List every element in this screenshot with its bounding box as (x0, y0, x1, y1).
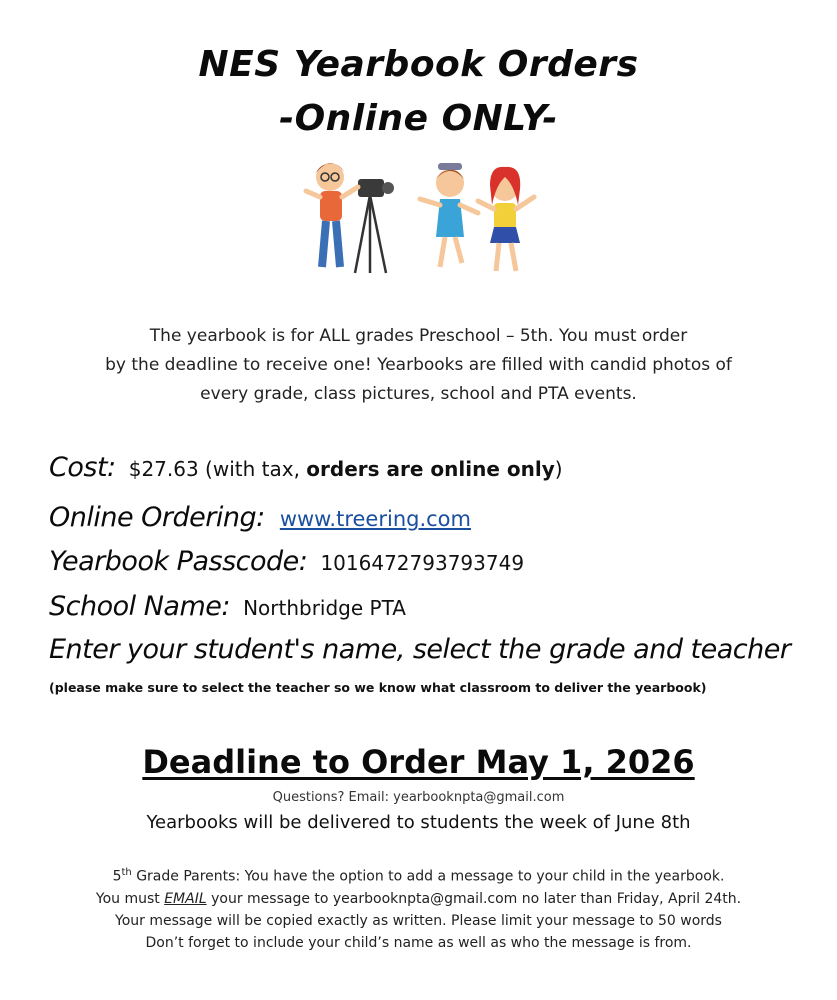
delivery-note: Yearbooks will be delivered to students the week of June 8th (146, 812, 691, 833)
cost-row (49, 452, 563, 483)
passcode-row (49, 546, 524, 577)
page-title: NES Yearbook Orders (198, 44, 639, 85)
school-name-label: School Name: (49, 591, 230, 622)
school-name-value: Northbridge PTA (243, 596, 406, 620)
intro-paragraph (40, 322, 797, 409)
boy-photographer-icon (306, 163, 358, 267)
intro-line: by the deadline to receive one! Yearbooks are filled with candid photos of (105, 355, 732, 375)
deadline-heading: Deadline to Order May 1, 2026 (142, 743, 695, 781)
cost-label: Cost: (49, 452, 116, 483)
online-ordering-label: Online Ordering: (49, 502, 265, 533)
camera-icon (358, 179, 384, 197)
passcode-label: Yearbook Passcode: (49, 546, 308, 577)
enter-instruction-row (49, 634, 790, 665)
fifth-grade-message (0, 862, 837, 954)
fifth-grade-line: Don’t forget to include your child’s name as well as who the message is from. (145, 934, 692, 951)
fifth-grade-line: Your message will be copied exactly as written. Please limit your message to 50 words (115, 912, 722, 929)
fifth-grade-line: You must EMAIL your message to yearbooknpta@gmail.com no later than Friday, April 24th. (95, 890, 742, 907)
email-emphasis: EMAIL (164, 890, 207, 907)
intro-line: every grade, class pictures, school and PTA events. (200, 384, 637, 404)
questions-email: Questions? Email: yearbooknpta@gmail.com (272, 790, 565, 805)
passcode-value: 1016472793793749 (320, 551, 525, 575)
school-name-row (49, 591, 406, 622)
camera-tripod-icon (355, 195, 386, 273)
cost-emphasis: orders are online only (306, 457, 555, 481)
fifth-grade-line: 5th Grade Parents: You have the option to add a message to your child in the yearbook. (112, 867, 725, 885)
girl-waving-icon (478, 167, 534, 271)
page-subtitle: -Online ONLY- (279, 98, 558, 139)
kids-photographer-clipart (300, 155, 540, 280)
intro-line: The yearbook is for ALL grades Preschool – 5th. You must order (149, 326, 688, 346)
treering-link[interactable]: www.treering.com (279, 507, 471, 531)
teacher-note: (please make sure to select the teacher so we know what classroom to deliver the yearbook) (49, 680, 707, 695)
enter-instruction: Enter your student's name, select the grade and teacher (49, 634, 791, 665)
girl-dancing-icon (420, 163, 478, 267)
cost-value: $27.63 (with tax, orders are online only) (128, 457, 563, 481)
online-ordering-row (49, 502, 471, 533)
